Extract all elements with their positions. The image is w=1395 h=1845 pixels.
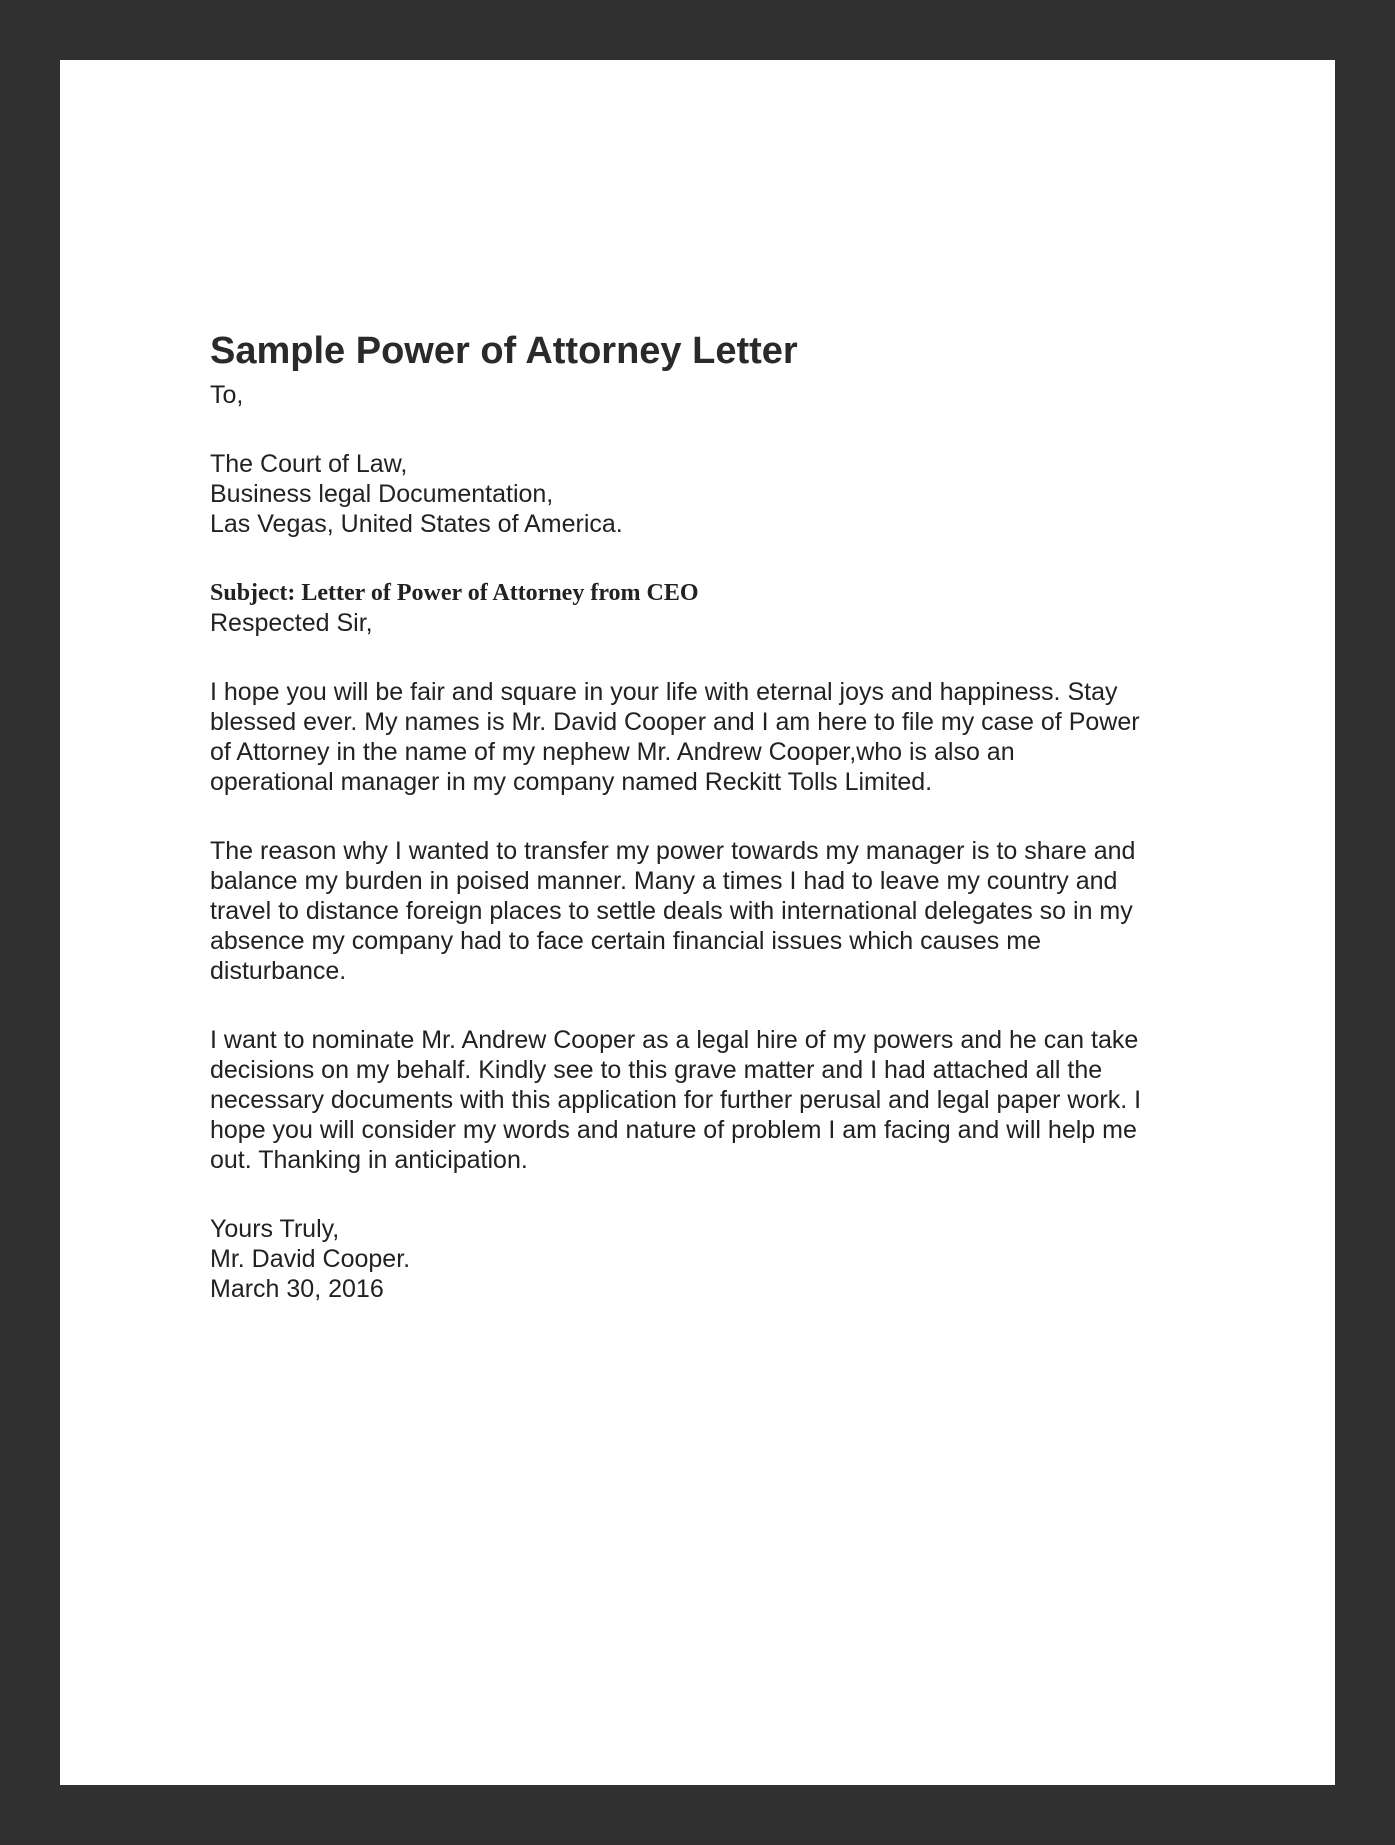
paragraph-line: The reason why I wanted to transfer my power towards my manager is to share and — [210, 837, 1136, 865]
paragraph-line: balance my burden in poised manner. Many a times I had to leave my country and — [210, 867, 1118, 895]
paragraph-line: of Attorney in the name of my nephew Mr. Andrew Cooper,who is also an — [210, 738, 1015, 766]
paragraph-line: operational manager in my company named Reckitt Tolls Limited. — [210, 768, 933, 796]
recipient-greeting — [210, 380, 1250, 410]
paragraph-line: I want to nominate Mr. Andrew Cooper as a legal hire of my powers and he can take — [210, 1026, 1139, 1054]
paragraph-line: travel to distance foreign places to settle deals with international delegates so in my — [210, 897, 1133, 925]
paragraph-2 — [210, 836, 1250, 986]
paragraph-3 — [210, 1025, 1250, 1175]
closing: Yours Truly, — [210, 1215, 340, 1243]
subject-line: Subject: Letter of Power of Attorney from CEO — [210, 580, 699, 606]
letter-date: March 30, 2016 — [210, 1275, 384, 1303]
paragraph-line: decisions on my behalf. Kindly see to this grave matter and I had attached all the — [210, 1056, 1103, 1084]
subject-block — [210, 578, 1250, 638]
recipient-address — [210, 449, 1250, 539]
document-page — [60, 60, 1335, 1785]
signature-name: Mr. David Cooper. — [210, 1245, 411, 1273]
paragraph-line: blessed ever. My names is Mr. David Cooper and I am here to file my case of Power — [210, 708, 1140, 736]
letter-title: Sample Power of Attorney Letter — [210, 330, 798, 372]
paragraph-line: disturbance. — [210, 957, 347, 985]
paragraph-line: hope you will consider my words and nature of problem I am facing and will help me — [210, 1116, 1137, 1144]
to-line: To, — [210, 381, 244, 409]
paragraph-line: out. Thanking in anticipation. — [210, 1146, 528, 1174]
paragraph-line: absence my company had to face certain financial issues which causes me — [210, 927, 1041, 955]
address-line: Las Vegas, United States of America. — [210, 510, 623, 538]
letter-body — [210, 328, 1250, 1343]
address-line: The Court of Law, — [210, 450, 408, 478]
address-line: Business legal Documentation, — [210, 480, 554, 508]
paragraph-line: I hope you will be fair and square in your life with eternal joys and happiness. Stay — [210, 678, 1118, 706]
sign-off — [210, 1214, 1250, 1304]
paragraph-line: necessary documents with this application for further perusal and legal paper work. I — [210, 1086, 1142, 1114]
paragraph-1 — [210, 677, 1250, 797]
salutation: Respected Sir, — [210, 609, 373, 637]
